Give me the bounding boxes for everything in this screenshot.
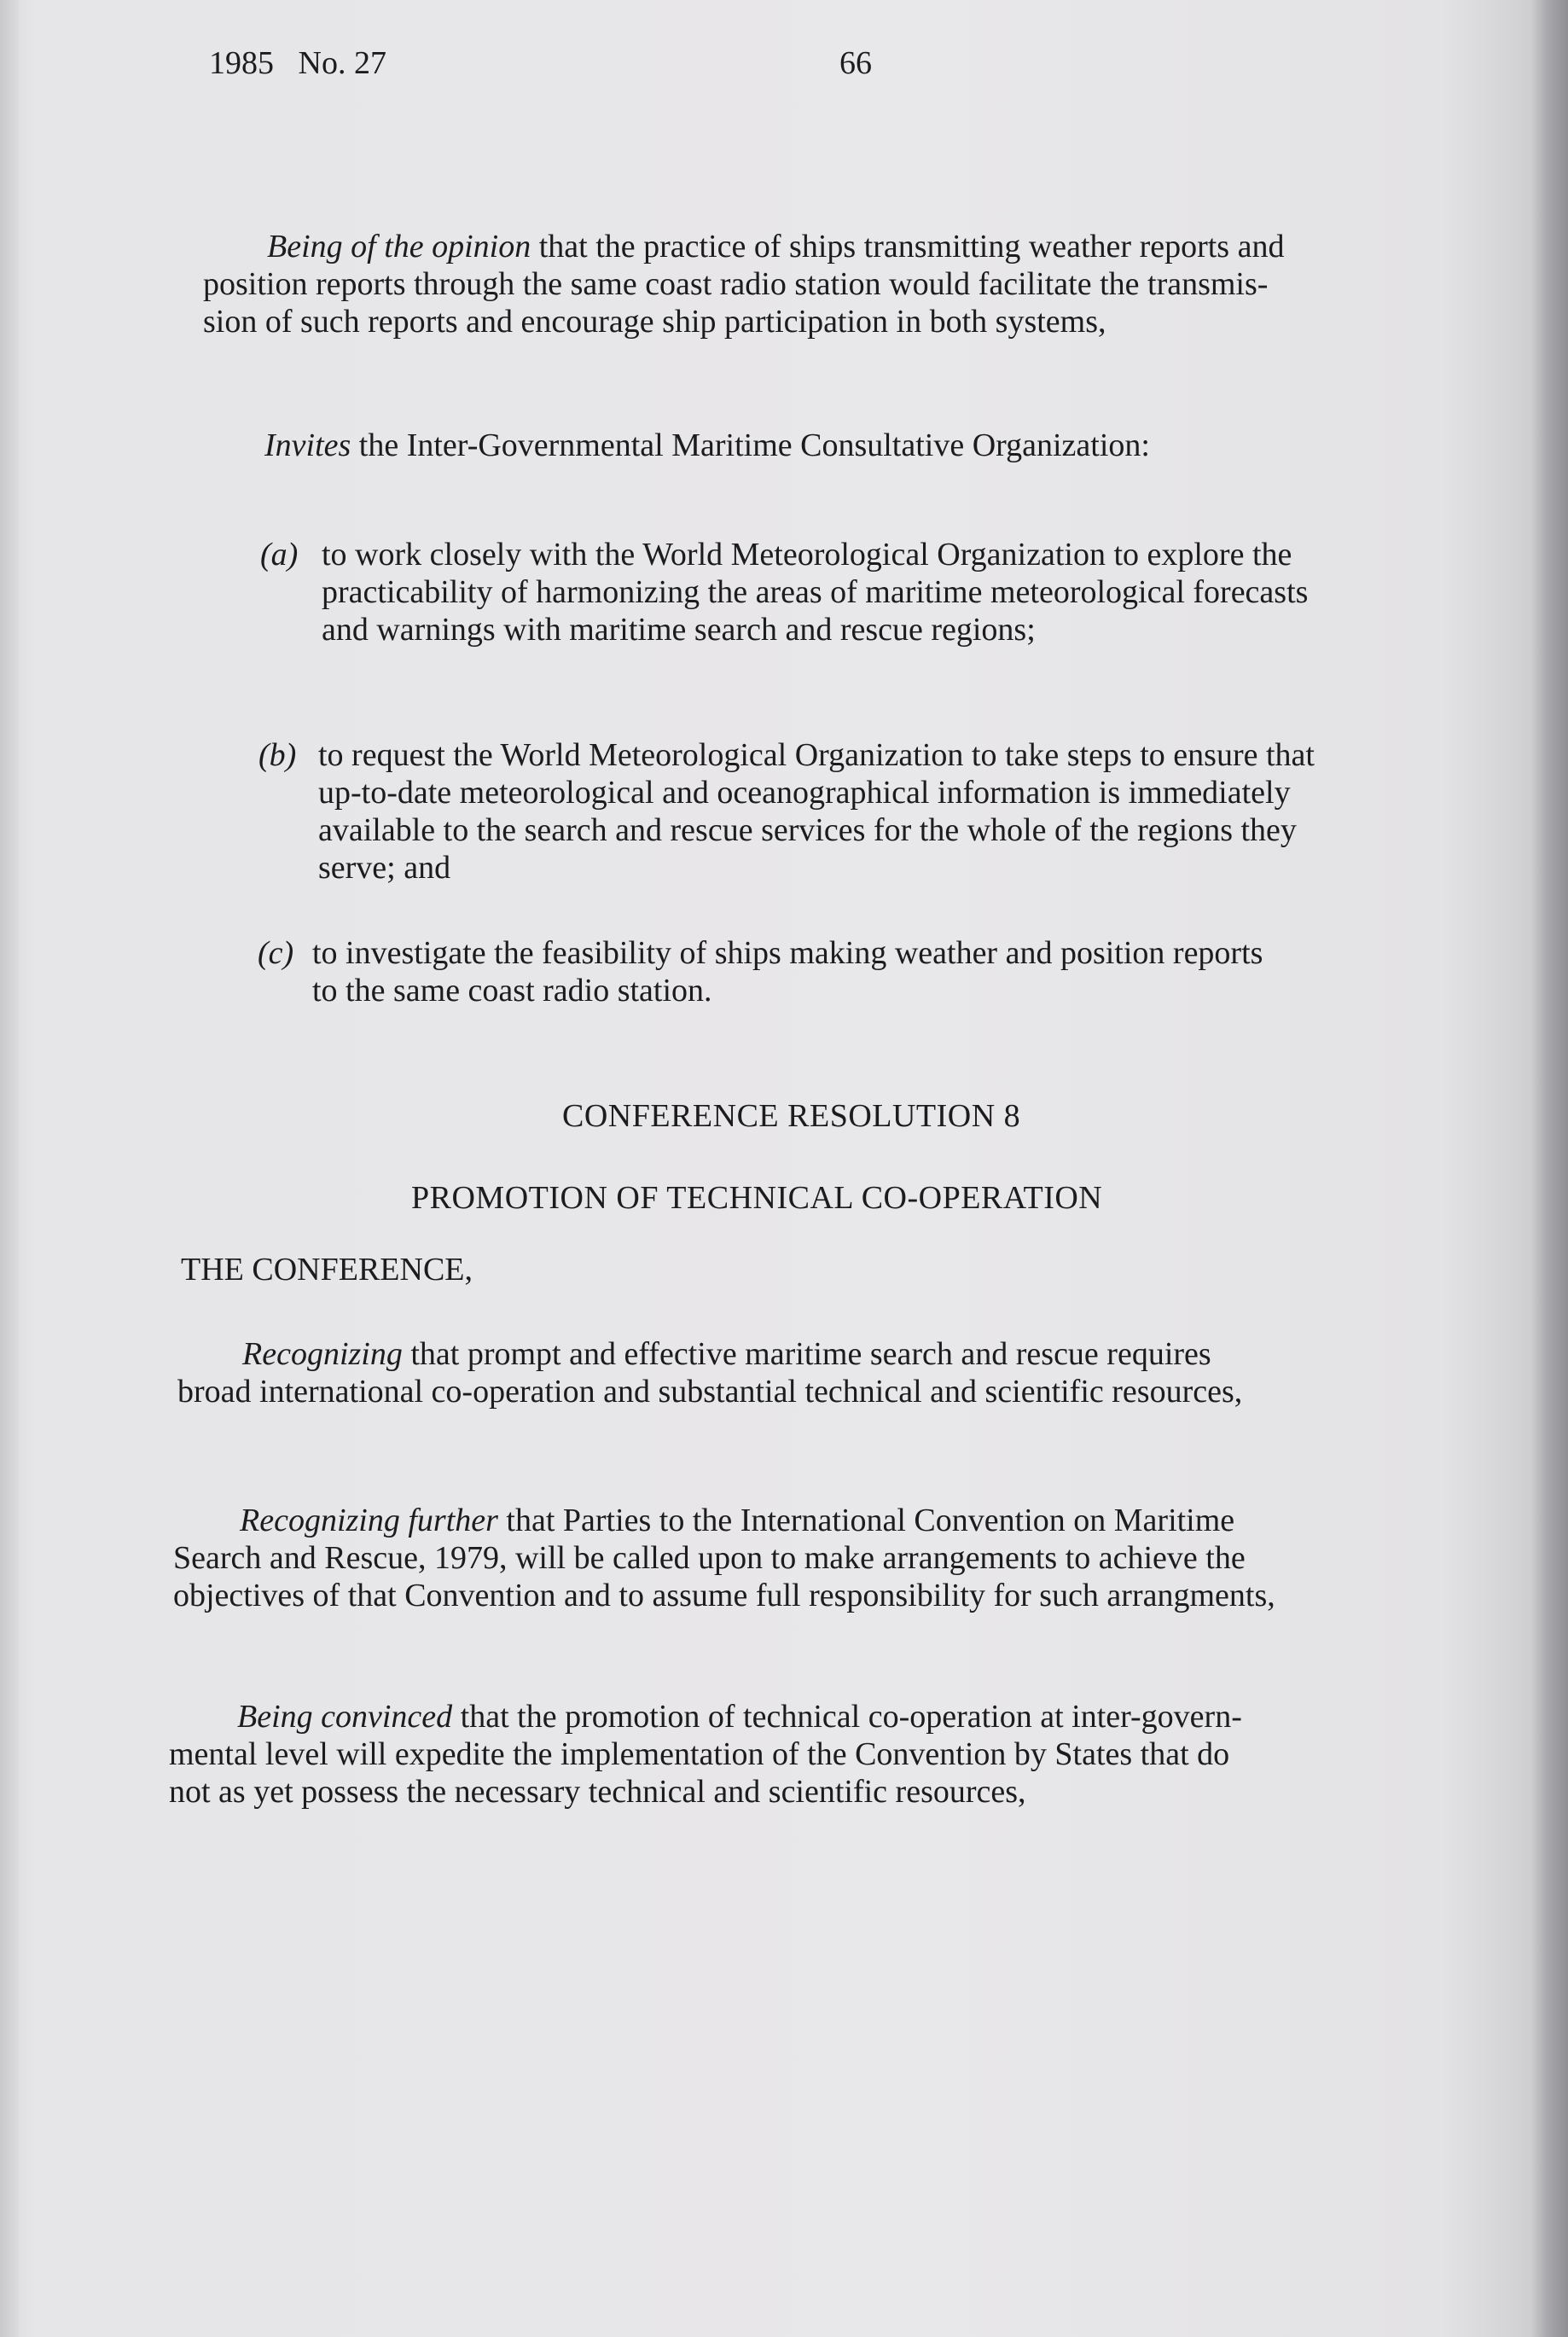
paragraph-recognizing: [177, 1335, 1491, 1410]
list-item-b: [258, 736, 1500, 898]
running-header-year-number: 1985 No. 27: [209, 45, 386, 81]
paragraph-lead-italic: Recognizing further: [240, 1503, 498, 1538]
paragraph-line: that the practice of ships transmitting weather reports and: [531, 229, 1285, 265]
paragraph-line: the Inter-Governmental Maritime Consultative Organization:: [351, 427, 1150, 463]
list-item-c: [258, 934, 1499, 1016]
list-item-label: (c): [258, 935, 294, 971]
paragraph-invites: [264, 427, 1501, 464]
paragraph-recognizing-further: [173, 1502, 1491, 1614]
list-item-line: to the same coast radio station.: [312, 973, 712, 1009]
list-item-line: to request the World Meteorological Organization to take steps to ensure that: [318, 737, 1315, 773]
list-item-a: [260, 536, 1501, 655]
paragraph-lead-italic: Being of the opinion: [267, 229, 531, 265]
paragraph-being-convinced: [169, 1698, 1490, 1811]
list-item-body: [322, 536, 1308, 648]
list-item-line: practicability of harmonizing the areas of maritime meteorological forecasts: [322, 574, 1309, 610]
list-item-line: and warnings with maritime search and rescue regions;: [322, 612, 1036, 648]
paragraph-line: that prompt and effective maritime search and rescue requires: [402, 1336, 1211, 1372]
paragraph-line: sion of such reports and encourage ship participation in both systems,: [203, 304, 1106, 340]
paragraph-line: broad international co-operation and substantial technical and scientific resources,: [177, 1374, 1243, 1410]
paragraph-line: objectives of that Convention and to assume full responsibility for such arrangments,: [173, 1578, 1275, 1613]
list-item-line: to work closely with the World Meteorological Organization to explore the: [322, 537, 1292, 573]
list-item-line: serve; and: [318, 850, 451, 886]
paragraph-line: mental level will expedite the implementation of the Convention by States that do: [169, 1736, 1230, 1772]
left-binding-shadow: [0, 0, 19, 2337]
list-item-line: up-to-date meteorological and oceanographical information is immediately: [318, 775, 1291, 811]
right-page-edge: [1530, 0, 1568, 2337]
resolution-heading: CONFERENCE RESOLUTION 8: [562, 1098, 1021, 1134]
paragraph-lead-italic: Recognizing: [242, 1336, 403, 1372]
resolution-title: PROMOTION OF TECHNICAL CO-OPERATION: [411, 1180, 1103, 1216]
list-item-body: [312, 934, 1263, 1009]
paragraph-line: position reports through the same coast radio station would facilitate the transmis-: [203, 266, 1269, 302]
paragraph-being-of-the-opinion: [203, 228, 1500, 340]
paragraph-line: not as yet possess the necessary technical and scientific resources,: [169, 1774, 1026, 1810]
the-conference-heading: THE CONFERENCE,: [181, 1252, 473, 1288]
paragraph-lead-italic: Being convinced: [237, 1699, 453, 1735]
paragraph-lead-italic: Invites: [264, 427, 351, 463]
paragraph-line: that Parties to the International Convention on Maritime: [497, 1503, 1235, 1538]
list-item-line: available to the search and rescue services for the whole of the regions they: [318, 812, 1297, 848]
paragraph-line: that the promotion of technical co-operation at inter-govern-: [452, 1699, 1242, 1735]
paragraph-line: Search and Rescue, 1979, will be called upon to make arrangements to achieve the: [173, 1540, 1246, 1576]
list-item-label: (a): [260, 537, 299, 573]
list-item-body: [318, 736, 1315, 887]
list-item-label: (b): [258, 737, 297, 773]
list-item-line: to investigate the feasibility of ships making weather and position reports: [312, 935, 1263, 971]
page-number: 66: [839, 45, 872, 81]
